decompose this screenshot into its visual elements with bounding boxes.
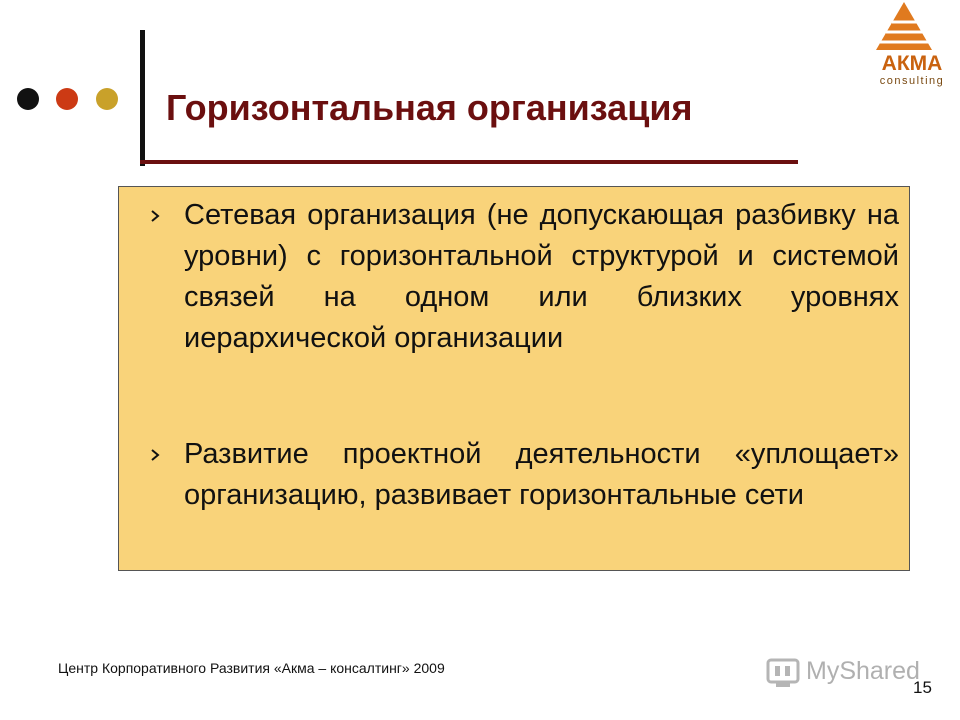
bullet-text: Развитие проектной деятельности «уплощает» организацию, развивает горизонтальные сети (184, 438, 899, 511)
content-box (118, 186, 910, 571)
decor-dot-black (17, 88, 39, 110)
bullet-item (147, 195, 899, 359)
title-vertical-rule (140, 30, 145, 166)
logo-tagline: consulting (879, 75, 945, 87)
arrow-bullet-icon (147, 208, 163, 224)
arrow-bullet-icon (147, 447, 163, 463)
slide-number: 15 (913, 678, 932, 697)
title-underline (140, 160, 798, 164)
bullet-text: Сетевая организация (не допускающая разбивку на уровни) с горизонтальной структурой и системой связей на одном или близких уровнях иерархической организации (184, 199, 899, 354)
page-title: Горизонтальная организация (166, 87, 693, 128)
watermark-text: MyShared (806, 657, 920, 685)
logo-name: АКМА (881, 52, 943, 75)
footer-caption: Центр Корпоративного Развития «Акма – консалтинг» 2009 (58, 660, 445, 676)
decor-dot-gold (96, 88, 118, 110)
akma-logo (862, 0, 960, 100)
decor-dot-red (56, 88, 78, 110)
akma-pyramid-icon (876, 2, 940, 50)
bullet-item (147, 434, 899, 516)
